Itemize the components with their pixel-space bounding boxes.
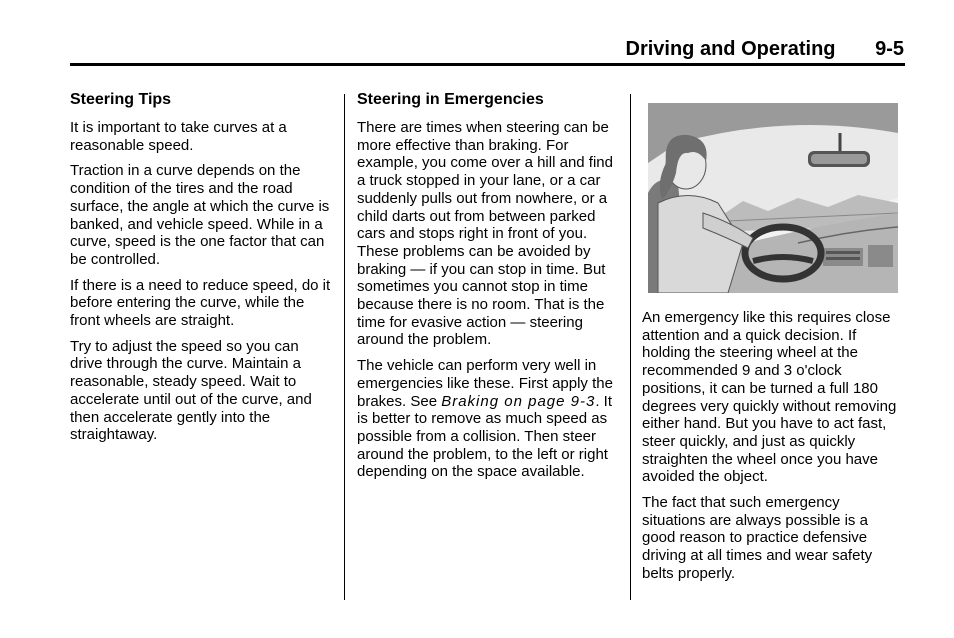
header-rule (70, 63, 905, 66)
column-steering-tips (70, 90, 335, 452)
paragraph: The vehicle can perform very well in emergencies like these. First apply the brakes. See Braking on page 9‑3. It is better to remove as much speed as possible from a collision. Then steer around the problem, to the left or right depending on the space available. (357, 357, 613, 481)
paragraph: There are times when steering can be more effective than braking. For example, you come over a hill and find a truck stopped in your lane, or a car suddenly pulls out from nowhere, or a child darts out from between parked cars and stops right in front of you. These problems can be avoided by braking — if you can stop in time. But sometimes you cannot stop in time because there is no room. That is the time for evasive action — steering around the problem. (357, 119, 613, 349)
paragraph: If there is a need to reduce speed, do it before entering the curve, while the front wheels are straight. (70, 276, 331, 330)
cross-reference-link[interactable]: Braking on page 9‑3 (441, 392, 596, 410)
paragraph: It is important to take curves at a reasonable speed. (70, 119, 287, 154)
column-divider-1 (344, 94, 345, 600)
column-emergency-text (642, 309, 904, 591)
section-title: Driving and Operating (625, 38, 836, 60)
page-header (626, 38, 905, 61)
paragraph: An emergency like this requires close attention and a quick decision. If holding the steering wheel at the recommended 9 and 3 o'clock positions, it can be turned a full 180 degrees very quickly without removing either hand. But you have to act fast, steer quickly, and just as quickly straighten the wheel once you have avoided the object. (642, 309, 897, 486)
heading-steering-emergencies: Steering in Emergencies (357, 91, 544, 108)
paragraph: Traction in a curve depends on the condition of the tires and the road surface, the angle at which the curve is banked, and vehicle speed. While in a curve, speed is the one factor that can be controlled. (70, 162, 330, 268)
column-steering-emergencies (357, 90, 620, 489)
page-number: 9-5 (875, 38, 904, 60)
paragraph: The fact that such emergency situations are always possible is a good reason to practice defensive driving at all times and wear safety belts properly. (642, 494, 873, 582)
heading-steering-tips: Steering Tips (70, 91, 172, 108)
column-divider-2 (630, 94, 631, 600)
illustration-driver-steering (648, 103, 898, 293)
paragraph: Try to adjust the speed so you can drive through the curve. Maintain a reasonable, steady speed. Wait to accelerate until out of the curve, and then accelerate gently into the straightaway. (70, 337, 312, 444)
